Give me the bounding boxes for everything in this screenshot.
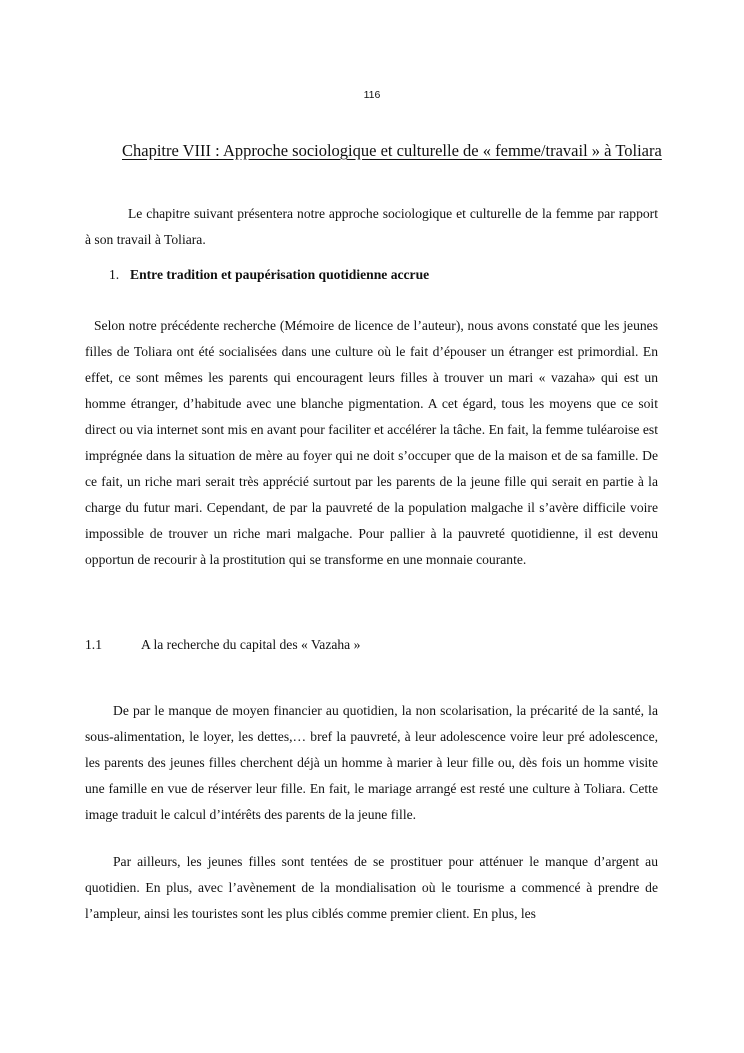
section-1-1-paragraph-2: Par ailleurs, les jeunes filles sont tentées de se prostituer pour atténuer le manque d’argent au quotidien. En plus, avec l’avènement de la mondialisation où le tourisme a commencé à prendre de l’ampleur, ainsi les touristes sont les plus ciblés comme premier client. En plus, les xyxy=(85,854,658,921)
section-1-paragraph: Selon notre précédente recherche (Mémoire de licence de l’auteur), nous avons constaté que les jeunes filles de Toliara ont été socialisées dans une culture où le fait d’épouser un étranger est primordial. En effet, ce sont mêmes les parents qui encouragent leurs filles à trouver un mari « vazaha» qui est un homme étranger, d’habitude avec une blanche pigmentation. A cet égard, tous les moyens que ce soit direct ou via internet sont mis en avant pour faciliter et accélérer la tâche. En fait, la femme tuléaroise est imprégnée dans la situation de mère au foyer qui ne doit s’occuper que de la maison et de sa famille. De ce fait, un riche mari serait très apprécié surtout par les parents de la jeune fille qui serait en partie à la charge du futur mari. Cependant, de par la pauvreté de la population malgache il s’avère difficile voire impossible de trouver un riche mari malgache. Pour pallier à la pauvreté quotidienne, il est devenu opportun de recourir à la prostitution qui se transforme en une monnaie courante. xyxy=(85,318,658,567)
section-1-1-title: A la recherche du capital des « Vazaha » xyxy=(141,637,361,652)
section-1-1-paragraph-1: De par le manque de moyen financier au quotidien, la non scolarisation, la précarité de la santé, la sous-alimentation, le loyer, les dettes,… bref la pauvreté, à leur adolescence voire leur pré adolescence, les parents des jeunes filles cherchent déjà un homme à marier à leur fille ou, dès fois un homme visite une famille en vue de réserver leur fille. En fait, le mariage arrangé est resté une culture à Toliara. Cette image traduit le calcul d’intérêts des parents de la jeune fille. xyxy=(85,703,658,822)
chapter-title: Chapitre VIII : Approche sociologique et culturelle de « femme/travail » à Toliara xyxy=(122,141,662,160)
intro-paragraph: Le chapitre suivant présentera notre approche sociologique et culturelle de la femme par rapport à son travail à Toliara. xyxy=(85,206,658,247)
section-1-title: Entre tradition et paupérisation quotidienne accrue xyxy=(130,267,430,282)
page-number: 116 xyxy=(363,89,381,101)
section-1-number: 1. xyxy=(109,267,120,282)
section-1-1-number: 1.1 xyxy=(85,637,102,652)
section-1-1-heading xyxy=(85,632,360,658)
section-1-heading xyxy=(109,262,429,288)
